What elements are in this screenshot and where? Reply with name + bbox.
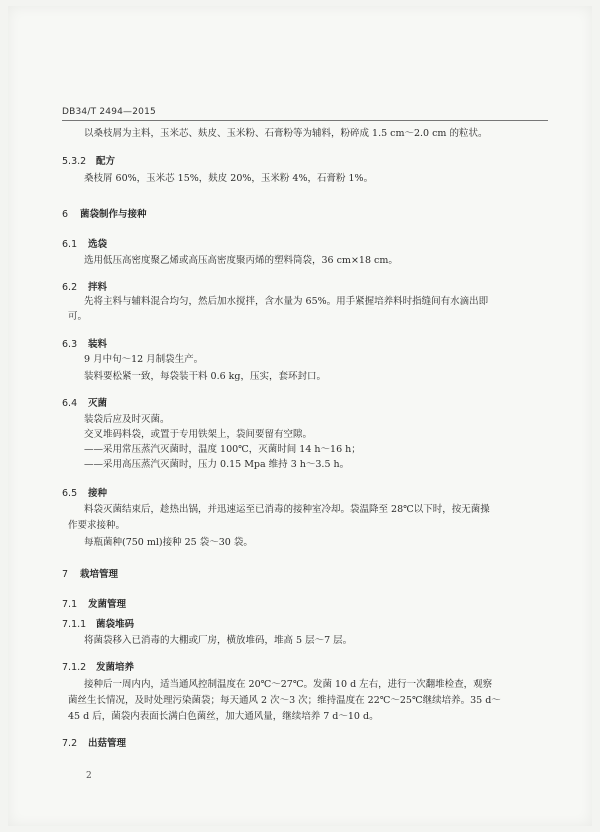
paragraph-7-1-1: 将菌袋移入已消毒的大棚或厂房，横放堆码，堆高 5 层～7 层。 (84, 635, 353, 646)
heading-7-1-1: 7.1.1 菌袋堆码 (62, 619, 135, 630)
paragraph-6-5-line3: 每瓶菌种(750 ml)接种 25 袋～30 袋。 (84, 537, 253, 548)
heading-7-1-2: 7.1.2 发菌培养 (62, 662, 135, 673)
heading-6: 6 菌袋制作与接种 (62, 209, 147, 220)
paragraph-6-2-line2: 可。 (68, 311, 88, 322)
paragraph-7-1-2-line3: 45 d 后，菌袋内表面长满白色菌丝，加大通风量，继续培养 7 d～10 d。 (68, 711, 379, 722)
paragraph-6-3-line1: 9 月中旬～12 月制袋生产。 (84, 354, 204, 365)
paragraph-6-4-line1: 装袋后应及时灭菌。 (84, 414, 170, 425)
heading-7-1: 7.1 发菌管理 (62, 599, 127, 610)
heading-5-3-2: 5.3.2 配方 (62, 156, 116, 167)
heading-6-5: 6.5 接种 (62, 488, 108, 499)
paragraph-formula: 桑枝屑 60%，玉米芯 15%，麸皮 20%，玉米粉 4%，石膏粉 1%。 (84, 173, 374, 184)
header-rule (62, 120, 548, 121)
heading-6-3: 6.3 装料 (62, 339, 108, 350)
paragraph-raw-material: 以桑枝屑为主料，玉米芯、麸皮、玉米粉、石膏粉等为辅料，粉碎成 1.5 cm～2.0 cm 的粒状。 (84, 128, 488, 139)
paragraph-6-5-line1: 料袋灭菌结束后，趁热出锅，并迅速运至已消毒的接种室冷却。袋温降至 28℃以下时，按无菌操 (84, 504, 490, 515)
paragraph-6-4-line4: ——采用高压蒸汽灭菌时，压力 0.15 Mpa 维持 3 h～3.5 h。 (84, 459, 350, 470)
paragraph-6-3-line2: 装料要松紧一致，每袋装干料 0.6 kg，压实，套环封口。 (84, 371, 326, 382)
paragraph-6-4-line2: 交叉堆码料袋，或置于专用铁架上，袋间要留有空隙。 (84, 429, 313, 440)
heading-6-1: 6.1 选袋 (62, 239, 108, 250)
page-number: 2 (86, 771, 92, 781)
paragraph-7-1-2-line2: 菌丝生长情况，及时处理污染菌袋；每天通风 2 次～3 次；维持温度在 22℃～25℃继续培养。35 d～ (68, 695, 501, 706)
heading-7-2: 7.2 出菇管理 (62, 738, 127, 749)
paragraph-6-1: 选用低压高密度聚乙烯或高压高密度聚丙烯的塑料筒袋，36 cm×18 cm。 (84, 255, 398, 266)
paragraph-6-4-line3: ——采用常压蒸汽灭菌时，温度 100℃，灭菌时间 14 h～16 h； (84, 444, 361, 455)
paragraph-6-5-line2: 作要求接种。 (68, 520, 126, 531)
heading-7: 7 栽培管理 (62, 569, 119, 580)
standard-code: DB34/T 2494—2015 (62, 107, 156, 117)
paragraph-7-1-2-line1: 接种后一周内内，适当通风控制温度在 20℃～27℃。发菌 10 d 左右，进行一次翻堆检查，观察 (84, 679, 493, 690)
heading-6-2: 6.2 拌料 (62, 282, 108, 293)
paragraph-6-2-line1: 先将主料与辅料混合均匀，然后加水搅拌，含水量为 65%。用手紧握培养料时指缝间有水滴出即 (84, 296, 489, 307)
heading-6-4: 6.4 灭菌 (62, 398, 108, 409)
